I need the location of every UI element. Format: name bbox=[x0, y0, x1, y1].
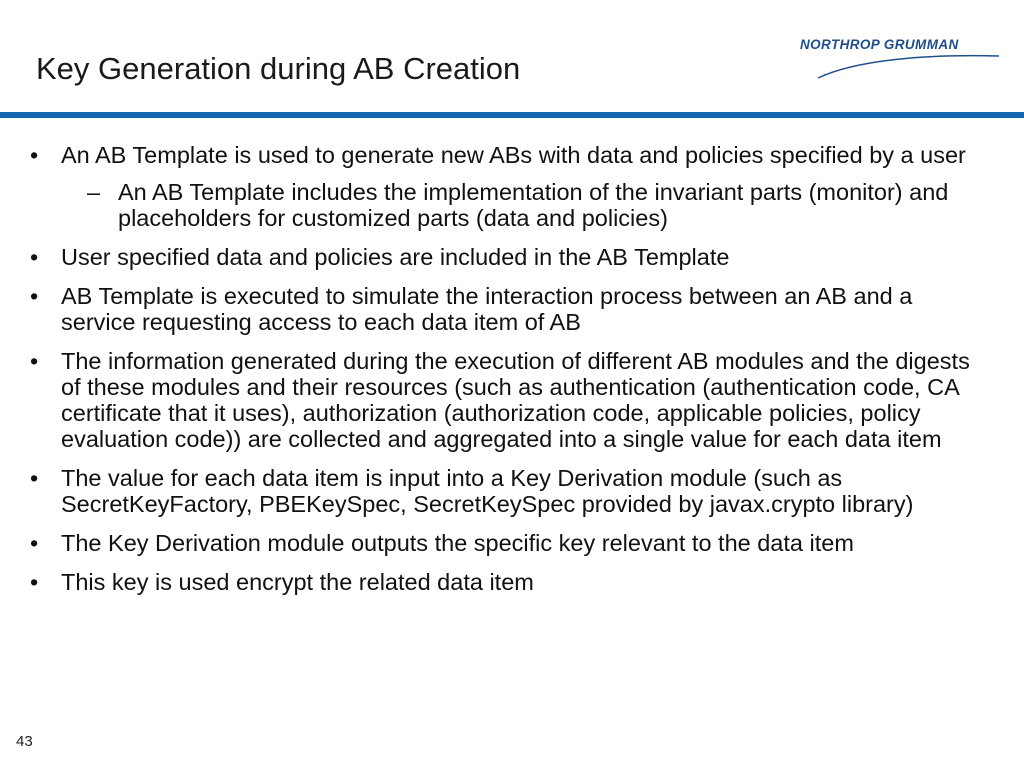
title-divider bbox=[0, 112, 1024, 118]
slide-title: Key Generation during AB Creation bbox=[36, 51, 521, 86]
bullet-item bbox=[30, 569, 992, 595]
bullet-text: This key is used encrypt the related data item bbox=[61, 569, 534, 595]
bullet-marker: • bbox=[30, 283, 39, 309]
northrop-grumman-logo bbox=[796, 34, 1002, 84]
page-number: 43 bbox=[16, 733, 33, 750]
bullet-item bbox=[30, 348, 992, 452]
bullet-text: An AB Template is used to generate new ABs with data and policies specified by a user bbox=[61, 142, 966, 168]
bullet-item bbox=[30, 142, 992, 168]
bullet-text: The Key Derivation module outputs the specific key relevant to the data item bbox=[61, 530, 854, 556]
bullet-text: User specified data and policies are included in the AB Template bbox=[61, 244, 730, 270]
bullet-text: The information generated during the execution of different AB modules and the digests of these modules and their resources (such as authentication (authentication code, CA certificate that it uses), authorization (authorization code, applicable policies, policy evaluation code)) are collected and aggregated into a single value for each data item bbox=[61, 348, 970, 452]
logo-wordmark: NORTHROP GRUMMAN bbox=[800, 37, 959, 52]
slide-body bbox=[30, 142, 992, 608]
bullet-marker: • bbox=[30, 348, 39, 374]
bullet-marker: • bbox=[30, 569, 39, 595]
sub-bullet-item bbox=[87, 179, 992, 231]
bullet-marker: • bbox=[30, 244, 39, 270]
sub-bullet-marker: – bbox=[87, 179, 101, 205]
bullet-marker: • bbox=[30, 530, 39, 556]
logo-swoosh-icon bbox=[796, 34, 1002, 84]
bullet-marker: • bbox=[30, 142, 39, 168]
bullet-marker: • bbox=[30, 465, 39, 491]
sub-bullet-text: An AB Template includes the implementation of the invariant parts (monitor) and placeholders for customized parts (data and policies) bbox=[118, 179, 949, 231]
bullet-text: AB Template is executed to simulate the interaction process between an AB and a service requesting access to each data item of AB bbox=[61, 283, 913, 335]
bullet-item bbox=[30, 530, 992, 556]
bullet-item bbox=[30, 244, 992, 270]
bullet-item bbox=[30, 465, 992, 517]
bullet-item bbox=[30, 283, 992, 335]
bullet-text: The value for each data item is input into a Key Derivation module (such as SecretKeyFactory, PBEKeySpec, SecretKeySpec provided by javax.crypto library) bbox=[61, 465, 914, 517]
